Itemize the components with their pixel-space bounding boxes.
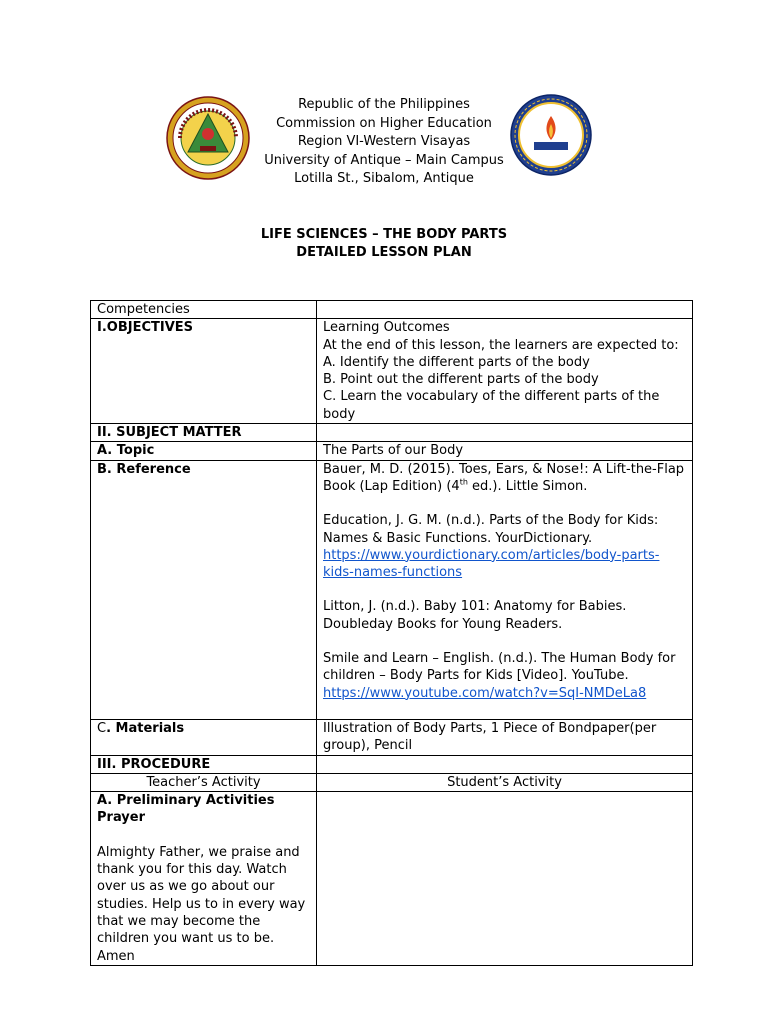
table-row-preliminary <box>91 792 693 966</box>
title-line-1: LIFE SCIENCES – THE BODY PARTS <box>260 227 508 242</box>
student-activity-header: Student’s Activity <box>317 773 693 791</box>
reference-text: Bauer, M. D. (2015). Toes, Ears, & Nose!: A Lift-the-Flap Book (Lap Edition) (4 <box>323 461 685 494</box>
prayer-label: Prayer <box>97 810 146 826</box>
header-line-republic: Republic of the Philippines <box>298 97 470 112</box>
reference-label: B. Reference <box>91 460 317 719</box>
reference-item <box>323 650 686 702</box>
reference-value <box>317 460 693 719</box>
lesson-plan-title <box>0 226 768 262</box>
objectives-value <box>317 319 693 424</box>
objectives-heading: Learning Outcomes <box>323 320 450 336</box>
reference-link-youtube[interactable]: https://www.youtube.com/watch?v=SqI-NMDeLa8 <box>323 685 647 701</box>
table-row-subject-matter <box>91 424 693 442</box>
preliminary-activities-label: A. Preliminary Activities <box>97 793 275 809</box>
preliminary-activities-cell <box>91 792 317 966</box>
subject-matter-value <box>317 424 693 442</box>
reference-link-yourdictionary[interactable]: https://www.yourdictionary.com/articles/body-parts-kids-names-functions <box>323 547 660 581</box>
objective-item: A. Identify the different parts of the body <box>323 354 590 370</box>
lesson-plan-table <box>90 300 693 966</box>
header-line-commission: Commission on Higher Education <box>276 115 492 131</box>
prayer-text: Almighty Father, we praise and thank you for this day. Watch over us as we go about our studies. Help us to in every way that we may become the children you want us to be. Amen <box>97 844 306 964</box>
header-line-university: University of Antique – Main Campus <box>264 152 504 168</box>
institution-header <box>254 96 514 189</box>
objective-item: C. Learn the vocabulary of the different parts of the body <box>323 389 660 422</box>
materials-label-text: . Materials <box>106 720 185 736</box>
table-row-topic <box>91 442 693 460</box>
procedure-label: III. PROCEDURE <box>91 755 317 773</box>
topic-label: A. Topic <box>91 442 317 460</box>
competencies-label: Competencies <box>91 301 317 319</box>
header-line-address: Lotilla St., Sibalom, Antique <box>294 171 474 187</box>
preliminary-student-cell <box>317 792 693 966</box>
table-row-procedure <box>91 755 693 773</box>
header-line-region: Region VI-Western Visayas <box>297 134 471 150</box>
topic-value: The Parts of our Body <box>317 442 693 460</box>
reference-superscript: th <box>459 477 468 487</box>
materials-value: Illustration of Body Parts, 1 Piece of Bondpaper(per group), Pencil <box>317 719 693 755</box>
procedure-value <box>317 755 693 773</box>
competencies-value <box>317 301 693 319</box>
objectives-intro: At the end of this lesson, the learners are expected to: <box>323 337 679 353</box>
reference-item <box>323 512 686 581</box>
table-row-objectives <box>91 319 693 424</box>
table-row-materials <box>91 719 693 755</box>
table-row-competencies <box>91 301 693 319</box>
title-line-2: DETAILED LESSON PLAN <box>296 245 472 260</box>
subject-matter-label: II. SUBJECT MATTER <box>91 424 317 442</box>
materials-label-letter: C <box>97 720 107 736</box>
reference-text: ed.). Little Simon. <box>467 478 588 494</box>
teacher-activity-header: Teacher’s Activity <box>91 773 317 791</box>
reference-text: Litton, J. (n.d.). Baby 101: Anatomy for Babies. Doubleday Books for Young Readers. <box>323 599 627 632</box>
table-row-reference <box>91 460 693 719</box>
reference-text: Education, J. G. M. (n.d.). Parts of the Body for Kids: Names & Basic Functions. YourDictionary. <box>323 513 659 546</box>
college-seal-icon <box>510 94 592 176</box>
objective-item: B. Point out the different parts of the body <box>323 372 599 388</box>
table-row-activity-headers <box>91 773 693 791</box>
reference-text: Smile and Learn – English. (n.d.). The Human Body for children – Body Parts for Kids [Video]. YouTube. <box>323 651 676 684</box>
reference-item <box>323 598 686 633</box>
reference-item <box>323 461 686 496</box>
materials-label <box>91 719 317 755</box>
university-seal-icon <box>166 96 250 180</box>
objectives-label: I.OBJECTIVES <box>91 319 317 424</box>
